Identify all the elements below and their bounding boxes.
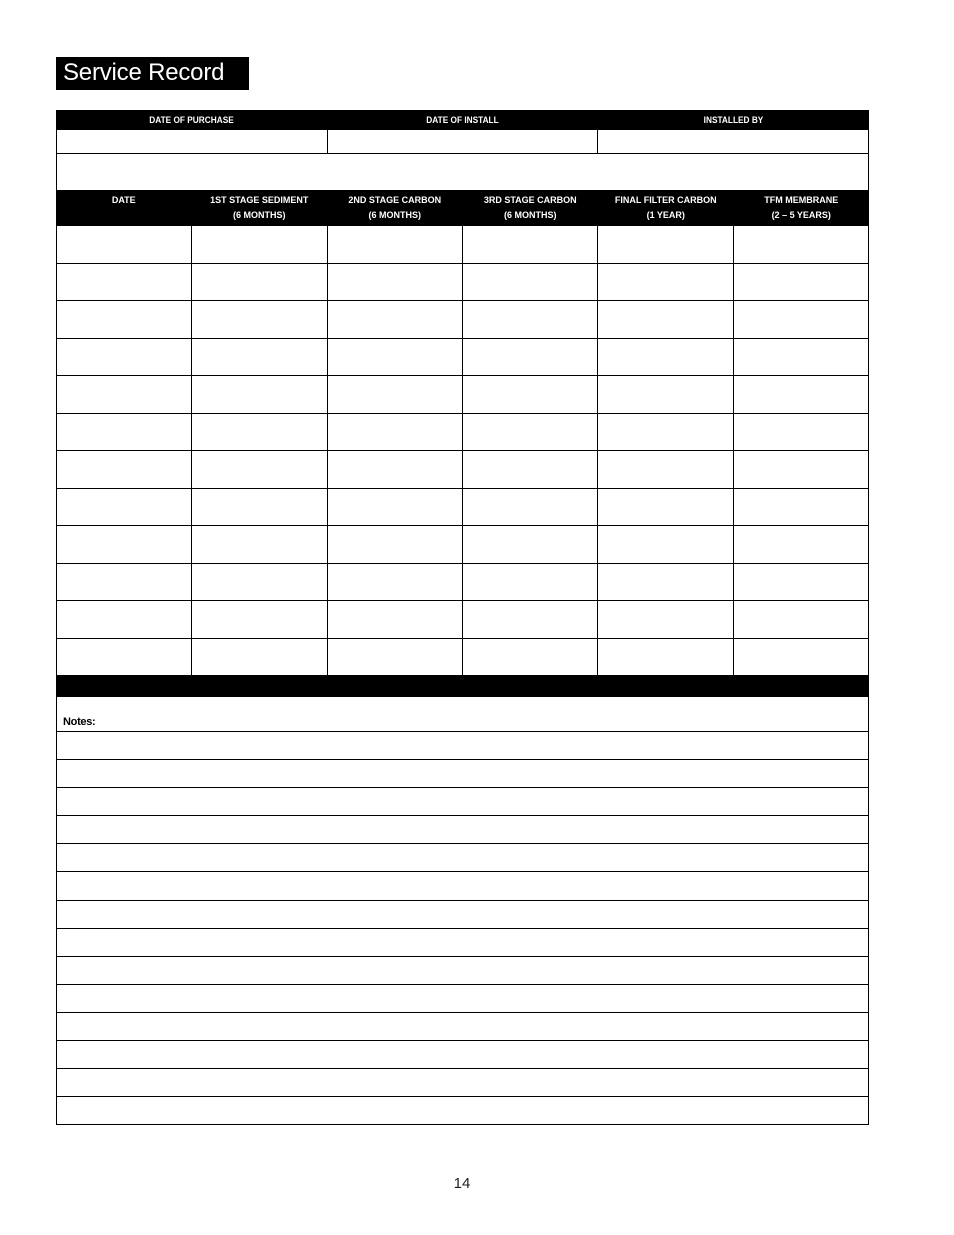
- column-label: TFM MEMBRANE: [764, 195, 839, 205]
- table-cell[interactable]: [734, 414, 869, 452]
- note-line[interactable]: [57, 788, 868, 816]
- service-table-body: [56, 226, 869, 676]
- table-cell[interactable]: [328, 564, 463, 602]
- column-sub: (6 MONTHS): [504, 210, 557, 220]
- section-spacer: [56, 154, 869, 190]
- column-sub: (6 MONTHS): [233, 210, 286, 220]
- note-line[interactable]: [57, 816, 868, 844]
- table-row: [57, 414, 869, 452]
- table-cell[interactable]: [192, 339, 327, 377]
- service-record-form: [56, 110, 869, 1125]
- note-line[interactable]: [57, 760, 868, 788]
- install-info-header: [56, 110, 869, 130]
- table-cell[interactable]: [57, 264, 192, 302]
- table-row: [57, 226, 869, 264]
- column-1st-stage-sediment: [192, 190, 328, 226]
- table-cell[interactable]: [192, 601, 327, 639]
- install-info-row: [56, 130, 869, 154]
- table-row: [57, 376, 869, 414]
- table-cell[interactable]: [463, 376, 598, 414]
- table-cell[interactable]: [192, 639, 327, 677]
- table-cell[interactable]: [734, 339, 869, 377]
- table-cell[interactable]: [463, 601, 598, 639]
- table-cell[interactable]: [734, 489, 869, 527]
- table-cell[interactable]: [57, 414, 192, 452]
- column-sub: (2 – 5 YEARS): [771, 210, 831, 220]
- table-row: [57, 601, 869, 639]
- column-2nd-stage-carbon: [327, 190, 463, 226]
- table-cell[interactable]: [57, 564, 192, 602]
- note-line[interactable]: [57, 1097, 868, 1125]
- header-installed-by: INSTALLED BY: [703, 115, 764, 125]
- table-cell[interactable]: [57, 376, 192, 414]
- note-line[interactable]: [57, 872, 868, 900]
- table-cell[interactable]: [734, 451, 869, 489]
- table-cell[interactable]: [57, 451, 192, 489]
- table-cell[interactable]: [57, 339, 192, 377]
- column-sub: (1 YEAR): [646, 210, 685, 220]
- date-of-install-field[interactable]: [328, 130, 599, 154]
- column-date: [56, 190, 192, 226]
- table-cell[interactable]: [734, 564, 869, 602]
- table-cell[interactable]: [192, 301, 327, 339]
- column-final-filter-carbon: [598, 190, 734, 226]
- page-number: 14: [453, 1175, 471, 1192]
- table-cell[interactable]: [598, 564, 733, 602]
- note-line[interactable]: [57, 844, 868, 872]
- table-cell[interactable]: [192, 264, 327, 302]
- note-line[interactable]: [57, 1041, 868, 1069]
- table-cell[interactable]: [734, 226, 869, 264]
- note-line[interactable]: [57, 1013, 868, 1041]
- table-cell[interactable]: [463, 639, 598, 677]
- table-cell[interactable]: [328, 339, 463, 377]
- table-cell[interactable]: [598, 639, 733, 677]
- table-cell[interactable]: [57, 601, 192, 639]
- table-cell[interactable]: [598, 414, 733, 452]
- table-row: [57, 339, 869, 377]
- header-date-of-install: DATE OF INSTALL: [426, 115, 499, 125]
- table-row: [57, 264, 869, 302]
- table-cell[interactable]: [734, 376, 869, 414]
- column-label: 1ST STAGE SEDIMENT: [210, 195, 309, 205]
- table-cell[interactable]: [598, 339, 733, 377]
- table-cell[interactable]: [598, 226, 733, 264]
- table-cell[interactable]: [463, 414, 598, 452]
- table-cell[interactable]: [734, 264, 869, 302]
- table-row: [57, 451, 869, 489]
- note-line[interactable]: [57, 1069, 868, 1097]
- table-row: [57, 489, 869, 527]
- notes-section: [56, 697, 869, 1125]
- note-line[interactable]: [57, 985, 868, 1013]
- note-line[interactable]: [57, 732, 868, 760]
- installed-by-field[interactable]: [598, 130, 869, 154]
- column-tfm-membrane: [734, 190, 870, 226]
- note-line[interactable]: [57, 901, 868, 929]
- table-row: [57, 564, 869, 602]
- table-cell[interactable]: [598, 601, 733, 639]
- column-label: FINAL FILTER CARBON: [614, 195, 717, 205]
- table-row: [57, 301, 869, 339]
- table-cell[interactable]: [192, 414, 327, 452]
- date-of-purchase-field[interactable]: [57, 130, 328, 154]
- column-label: 3RD STAGE CARBON: [483, 195, 577, 205]
- table-cell[interactable]: [463, 301, 598, 339]
- table-cell[interactable]: [463, 564, 598, 602]
- table-cell[interactable]: [192, 226, 327, 264]
- table-cell[interactable]: [57, 301, 192, 339]
- table-row: [57, 526, 869, 564]
- table-cell[interactable]: [463, 451, 598, 489]
- table-cell[interactable]: [734, 601, 869, 639]
- table-cell[interactable]: [192, 489, 327, 527]
- divider-bar: [56, 676, 869, 697]
- table-cell[interactable]: [192, 451, 327, 489]
- table-cell[interactable]: [328, 489, 463, 527]
- table-cell[interactable]: [57, 226, 192, 264]
- table-cell[interactable]: [192, 526, 327, 564]
- table-cell[interactable]: [328, 264, 463, 302]
- table-cell[interactable]: [734, 301, 869, 339]
- table-row: [57, 639, 869, 677]
- column-label: 2ND STAGE CARBON: [348, 195, 442, 205]
- table-cell[interactable]: [598, 376, 733, 414]
- table-cell[interactable]: [57, 639, 192, 677]
- table-cell[interactable]: [192, 564, 327, 602]
- table-cell[interactable]: [734, 526, 869, 564]
- table-cell[interactable]: [328, 526, 463, 564]
- page-title: Service Record: [56, 57, 249, 90]
- table-cell[interactable]: [598, 451, 733, 489]
- table-cell[interactable]: [328, 301, 463, 339]
- table-cell[interactable]: [328, 414, 463, 452]
- table-cell[interactable]: [328, 376, 463, 414]
- table-cell[interactable]: [463, 339, 598, 377]
- column-date-label: DATE: [111, 195, 136, 205]
- table-cell[interactable]: [598, 264, 733, 302]
- table-cell[interactable]: [463, 489, 598, 527]
- table-cell[interactable]: [463, 226, 598, 264]
- table-cell[interactable]: [57, 526, 192, 564]
- table-cell[interactable]: [57, 489, 192, 527]
- table-cell[interactable]: [463, 264, 598, 302]
- table-cell[interactable]: [328, 601, 463, 639]
- table-cell[interactable]: [734, 639, 869, 677]
- table-cell[interactable]: [598, 301, 733, 339]
- notes-label: Notes:: [57, 697, 868, 732]
- column-3rd-stage-carbon: [463, 190, 599, 226]
- table-cell[interactable]: [328, 639, 463, 677]
- header-date-of-purchase: DATE OF PURCHASE: [149, 115, 234, 125]
- note-line[interactable]: [57, 957, 868, 985]
- note-line[interactable]: [57, 929, 868, 957]
- service-table-header: [56, 190, 869, 226]
- table-cell[interactable]: [598, 526, 733, 564]
- column-sub: (6 MONTHS): [368, 210, 421, 220]
- table-cell[interactable]: [463, 526, 598, 564]
- table-cell[interactable]: [328, 226, 463, 264]
- table-cell[interactable]: [328, 451, 463, 489]
- table-cell[interactable]: [192, 376, 327, 414]
- table-cell[interactable]: [598, 489, 733, 527]
